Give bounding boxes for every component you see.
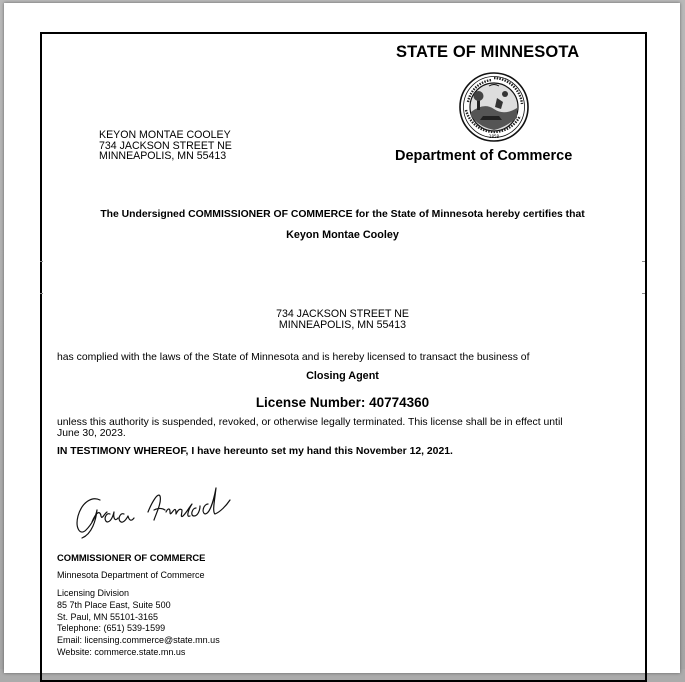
contact-telephone: Telephone: (651) 539-1599 <box>57 623 166 634</box>
svg-text:1858: 1858 <box>488 134 500 139</box>
page-guide-mark <box>40 261 43 262</box>
contact-website: Website: commerce.state.mn.us <box>57 646 186 657</box>
department-title: Department of Commerce <box>395 148 573 164</box>
commissioner-organization: Minnesota Department of Commerce <box>57 570 205 580</box>
validity-statement: unless this authority is suspended, revoked, or otherwise legally terminated. This license shall be in effect until June 30, 2023. <box>57 417 563 439</box>
certify-statement: The Undersigned COMMISSIONER OF COMMERCE for the State of Minnesota hereby certifies that <box>100 209 585 220</box>
contact-email: Email: licensing.commerce@state.mn.us <box>57 635 220 646</box>
license-number: License Number: 40774360 <box>255 395 430 410</box>
page-guide-mark <box>642 261 645 262</box>
business-street: 734 JACKSON STREET NE <box>276 308 409 320</box>
page-guide-mark <box>642 293 645 294</box>
mailing-street: 734 JACKSON STREET NE <box>99 139 232 152</box>
commissioner-title: COMMISSIONER OF COMMERCE <box>57 552 206 563</box>
business-type: Closing Agent <box>306 370 379 382</box>
testimony-statement: IN TESTIMONY WHEREOF, I have hereunto set my hand this November 12, 2021. <box>57 446 453 457</box>
mailing-address <box>99 130 232 162</box>
business-address <box>0 309 685 330</box>
mailing-city: MINNEAPOLIS, MN 55413 <box>99 150 227 162</box>
state-title: STATE OF MINNESOTA <box>396 43 580 61</box>
signature-name: Grace Arnold <box>152 540 159 541</box>
mailing-name: KEYON MONTAE COOLEY <box>99 129 231 141</box>
licensing-contact-block <box>57 588 220 659</box>
business-city: MINNEAPOLIS, MN 55413 <box>278 318 407 331</box>
handwritten-signature-icon <box>70 482 235 542</box>
minnesota-state-seal-icon <box>459 72 529 142</box>
contact-street: 85 7th Place East, Suite 500 <box>57 599 171 610</box>
compliance-statement: has complied with the laws of the State of Minnesota and is hereby licensed to transact the business of <box>57 352 530 363</box>
contact-city: St. Paul, MN 55101-3165 <box>57 611 159 622</box>
contact-division: Licensing Division <box>57 588 130 598</box>
licensee-name: Keyon Montae Cooley <box>286 229 399 241</box>
page-guide-mark <box>40 293 43 294</box>
